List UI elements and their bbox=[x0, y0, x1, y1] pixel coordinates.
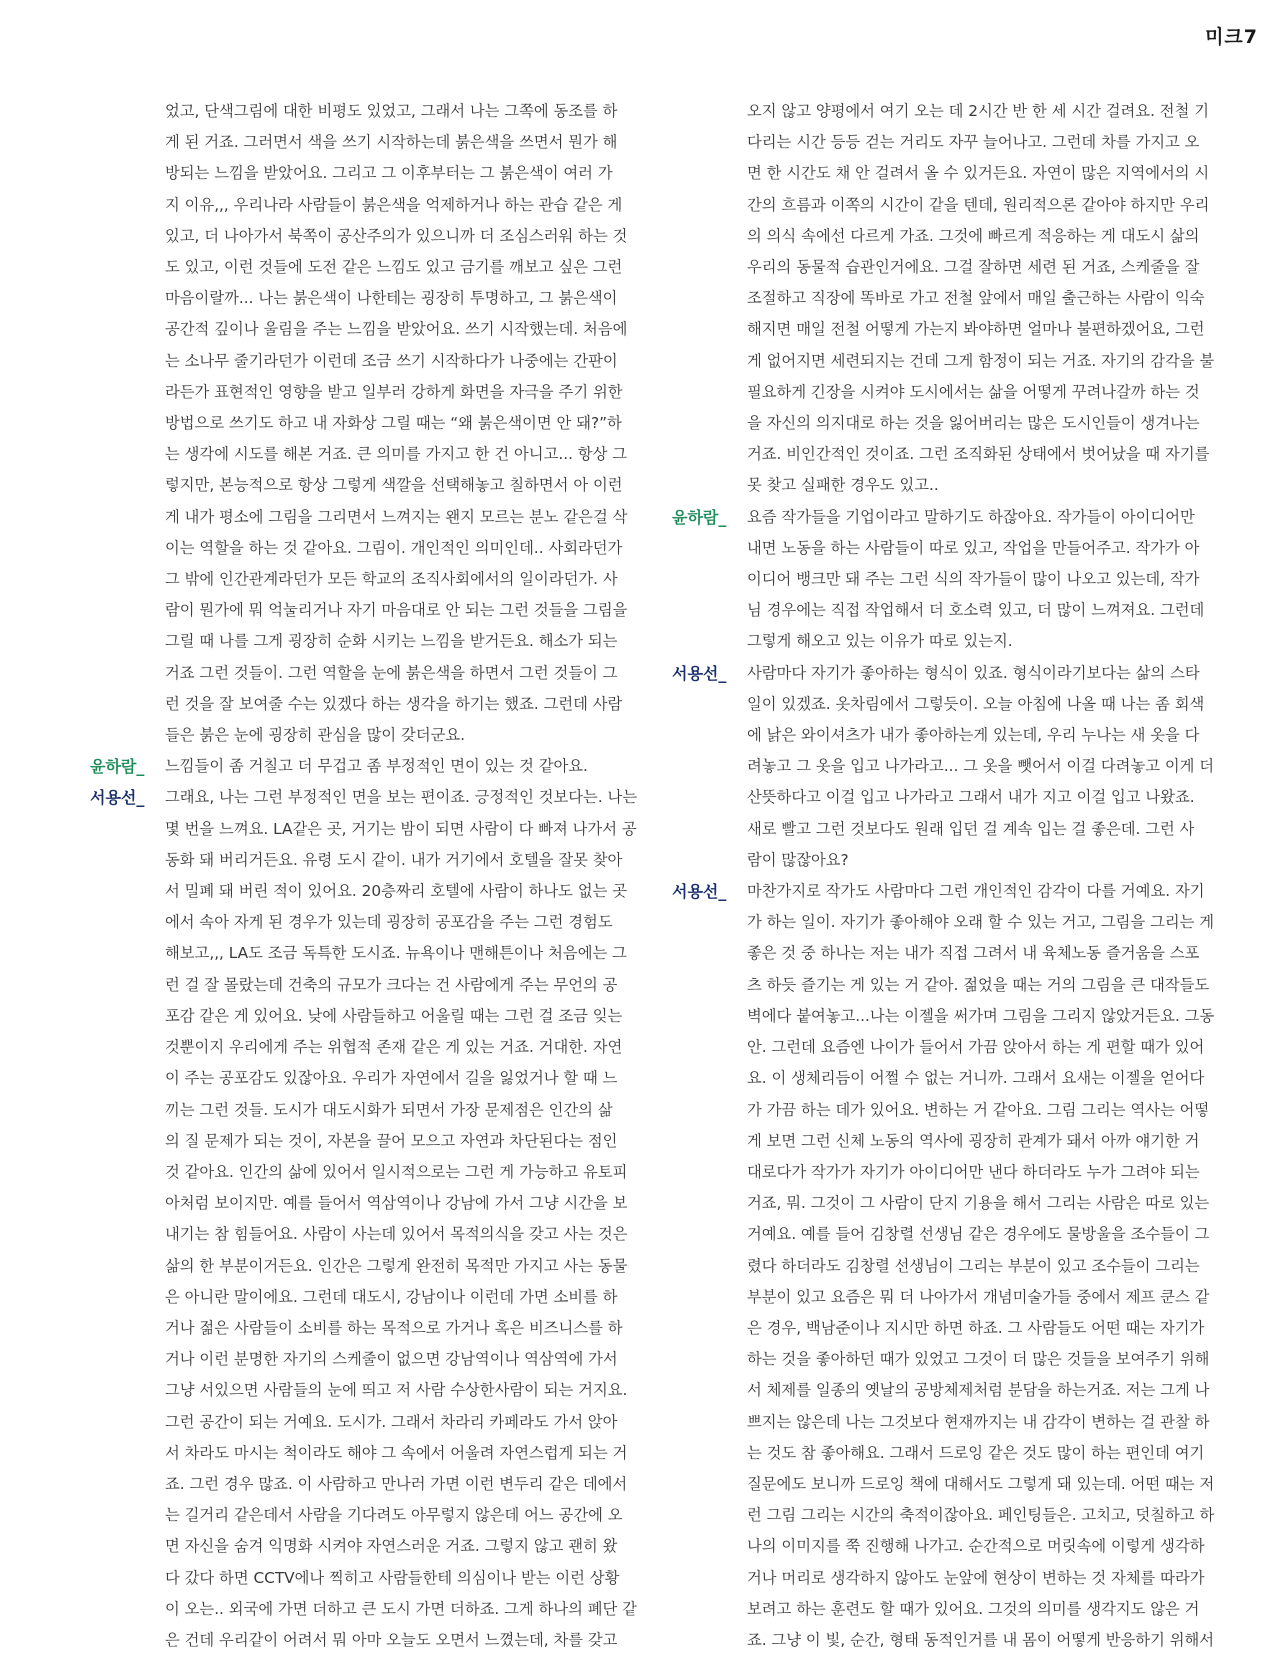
text-line: 요즘 작가들을 기업이라고 말하기도 하잖아요. 작가들이 아이디어만 bbox=[747, 507, 1195, 526]
text-line: 거죠 그런 것들이. 그런 역할을 눈에 붉은색을 하면서 그런 것들이 그 bbox=[165, 663, 618, 682]
text-line: 그 밖에 인간관계라던가 모든 학교의 조직사회에서의 일이라던가. 사 bbox=[165, 570, 618, 589]
text-line: 그릴 때 나를 그게 굉장히 순화 시키는 느낌을 받거든요. 해소가 되는 bbox=[165, 632, 618, 651]
text-line: 우리의 동물적 습관인거에요. 그걸 잘하면 세련 된 거죠, 스케줄을 잘 bbox=[747, 258, 1200, 277]
text-line: 안. 그런데 요즘엔 나이가 들어서 가끔 앉아서 하는 게 편할 때가 있어 bbox=[747, 1038, 1205, 1057]
speaker-label: 윤하람_ bbox=[90, 757, 145, 777]
text-line: 런 것을 잘 보여줄 수는 있겠다 하는 생각을 하기는 했죠. 그런데 사람 bbox=[165, 694, 623, 713]
speaker-label: 서용선_ bbox=[672, 882, 727, 902]
text-line: 아처럼 보이지만. 예를 들어서 역삼역이나 강남에 가서 그냥 시간을 보 bbox=[165, 1194, 628, 1213]
text-line: 라든가 표현적인 영향을 받고 일부러 강하게 화면을 자극을 주기 위한 bbox=[165, 382, 623, 401]
text-line: 에 낡은 와이셔츠가 내가 좋아하는게 있는데, 우리 누나는 새 옷을 다 bbox=[747, 726, 1200, 745]
text-line: 의 의식 속에선 다르게 가죠. 그것에 빠르게 적응하는 게 대도시 삶의 bbox=[747, 226, 1200, 245]
text-line: 벽에다 붙여놓고...나는 이젤을 써가며 그림을 그리지 않았거든요. 그동 bbox=[747, 1006, 1215, 1025]
text-line: 은 아니란 말이에요. 그런데 대도시, 강남이나 이런데 가면 소비를 하 bbox=[165, 1287, 618, 1306]
text-line: 필요하게 긴장을 시켜야 도시에서는 삶을 어떻게 꾸려나갈까 하는 것 bbox=[747, 382, 1200, 401]
right-column bbox=[672, 96, 1227, 1656]
text-line: 포감 같은 게 있어요. 낮에 사람들하고 어울릴 때는 그런 걸 조금 잊는 bbox=[165, 1006, 623, 1025]
text-line: 서 차라도 마시는 척이라도 해야 그 속에서 어울려 자연스럽게 되는 거 bbox=[165, 1443, 628, 1462]
text-line: 이디어 뱅크만 돼 주는 그런 식의 작가들이 많이 나오고 있는데, 작가 bbox=[747, 570, 1200, 589]
paragraph bbox=[90, 782, 645, 1656]
paragraph bbox=[90, 96, 645, 751]
text-line: 님 경우에는 직접 작업해서 더 호소력 있고, 더 많이 느껴져요. 그런데 bbox=[747, 601, 1205, 620]
text-line: 람이 많잖아요? bbox=[747, 850, 849, 869]
text-line: 하는 것을 좋아하던 때가 있었고 그것이 더 많은 것들을 보여주기 위해 bbox=[747, 1350, 1210, 1369]
text-line: 부분이 있고 요즘은 뭐 더 나아가서 개념미술가들 중에서 제프 쿤스 같 bbox=[747, 1287, 1210, 1306]
text-line: 이 주는 공포감도 있잖아요. 우리가 자연에서 길을 잃었거나 할 때 느 bbox=[165, 1069, 618, 1088]
text-line: 못 찾고 실패한 경우도 있고.. bbox=[747, 476, 939, 495]
text-line: 삶의 한 부분이거든요. 인간은 그렇게 완전히 목적만 가지고 사는 동물 bbox=[165, 1256, 628, 1275]
text-line: 에서 속아 자게 된 경우가 있는데 굉장히 공포감을 주는 그런 경험도 bbox=[165, 913, 613, 932]
text-line: 는 것도 참 좋아해요. 그래서 드로잉 같은 것도 많이 하는 편인데 여기 bbox=[747, 1443, 1205, 1462]
text-line: 대로다가 작가가 자기가 아이디어만 낸다 하더라도 누가 그려야 되는 bbox=[747, 1162, 1200, 1181]
text-line: 도 있고, 이런 것들에 도전 같은 느낌도 있고 금기를 깨보고 싶은 그런 bbox=[165, 258, 623, 277]
text-line: 츠 하듯 즐기는 게 있는 거 같아. 젊었을 때는 거의 그림을 큰 대작들도 bbox=[747, 975, 1210, 994]
text-line: 가 하는 일이. 자기가 좋아해야 오래 할 수 있는 거고, 그림을 그리는 게 bbox=[747, 913, 1215, 932]
text-line: 산뜻하다고 이걸 입고 나가라고 그래서 내가 지고 이걸 입고 나왔죠. bbox=[747, 788, 1195, 807]
text-line: 게 보면 그런 신체 노동의 역사에 굉장히 관계가 돼서 아까 얘기한 거 bbox=[747, 1131, 1200, 1150]
text-line: 은 건데 우리같이 어려서 뭐 아마 오늘도 오면서 느꼈는데, 차를 갖고 bbox=[165, 1630, 618, 1649]
text-line: 그래요, 나는 그런 부정적인 면을 보는 편이죠. 긍정적인 것보다는. 나는 bbox=[165, 788, 638, 807]
text-line: 지 이유,,, 우리나라 사람들이 붉은색을 억제하거나 하는 관습 같은 게 bbox=[165, 195, 623, 214]
text-line: 거죠. 비인간적인 것이죠. 그런 조직화된 상태에서 벗어났을 때 자기를 bbox=[747, 445, 1210, 464]
text-line: 었고, 단색그림에 대한 비평도 있었고, 그래서 나는 그쪽에 동조를 하 bbox=[165, 102, 618, 120]
text-line: 마음이랄까... 나는 붉은색이 나한테는 굉장히 투명하고, 그 붉은색이 bbox=[165, 289, 618, 308]
text-line: 몇 번을 느껴요. LA같은 곳, 거기는 밤이 되면 사람이 다 빠져 나가서 공 bbox=[165, 819, 637, 838]
text-line: 거나 젊은 사람들이 소비를 하는 목적으로 가거나 혹은 비즈니스를 하 bbox=[165, 1318, 623, 1337]
text-line: 방되는 느낌을 받았어요. 그리고 그 이후부터는 그 붉은색이 여러 가 bbox=[165, 164, 613, 183]
text-line: 끼는 그런 것들. 도시가 대도시화가 되면서 가장 문제점은 인간의 삶 bbox=[165, 1100, 613, 1119]
text-line: 는 소나무 줄기라던가 이런데 조금 쓰기 시작하다가 나중에는 간판이 bbox=[165, 351, 618, 370]
text-line: 이 오는.. 외국에 가면 더하고 큰 도시 가면 더하죠. 그게 하나의 폐단 같 bbox=[165, 1599, 637, 1618]
speaker-label: 서용선_ bbox=[672, 663, 727, 683]
paragraph bbox=[672, 502, 1227, 658]
text-line: 는 길거리 같은데서 사람을 기다려도 아무렇지 않은데 어느 공간에 오 bbox=[165, 1506, 623, 1525]
text-line: 다 갔다 하면 CCTV에나 찍히고 사람들한테 의심이나 받는 이런 상황 bbox=[165, 1568, 620, 1587]
magazine-logo: 미크7 bbox=[1205, 26, 1258, 48]
text-line: 내면 노동을 하는 사람들이 따로 있고, 작업을 만들어주고. 작가가 아 bbox=[747, 538, 1200, 557]
text-line: 게 된 거죠. 그러면서 색을 쓰기 시작하는데 붉은색을 쓰면서 뭔가 해 bbox=[165, 133, 618, 152]
text-line: 그런 공간이 되는 거예요. 도시가. 그래서 차라리 카페라도 가서 앉아 bbox=[165, 1412, 618, 1431]
text-line: 마찬가지로 작가도 사람마다 그런 개인적인 감각이 다를 거예요. 자기 bbox=[747, 882, 1205, 901]
text-line: 해지면 매일 전철 어떻게 가는지 봐야하면 얼마나 불편하겠어요, 그런 bbox=[747, 320, 1205, 339]
text-line: 쁘지는 않은데 나는 그것보다 현재까지는 내 감각이 변하는 걸 관찰 하 bbox=[747, 1412, 1210, 1431]
text-line: 면 자신을 숨겨 익명화 시켜야 자연스러운 거죠. 그렇지 않고 괜히 왔 bbox=[165, 1537, 618, 1556]
text-line: 서 밀폐 돼 버린 적이 있어요. 20층짜리 호텔에 사람이 하나도 없는 곳 bbox=[165, 882, 628, 901]
text-line: 거죠, 뭐. 그것이 그 사람이 단지 기용을 해서 그리는 사람은 따로 있는 bbox=[747, 1194, 1210, 1213]
text-line: 나의 이미지를 쭉 진행해 나가고. 순간적으로 머릿속에 이렇게 생각하 bbox=[747, 1537, 1205, 1556]
text-line: 동화 돼 버리거든요. 유령 도시 같이. 내가 거기에서 호텔을 잘못 찾아 bbox=[165, 850, 623, 869]
text-line: 의 질 문제가 되는 것이, 자본을 끌어 모으고 자연과 차단된다는 점인 bbox=[165, 1131, 618, 1150]
text-line: 런 그림 그리는 시간의 축적이잖아요. 페인팅들은. 고치고, 덧칠하고 하 bbox=[747, 1506, 1215, 1525]
text-line: 있고, 더 나아가서 북쪽이 공산주의가 있으니까 더 조심스러워 하는 것 bbox=[165, 226, 628, 245]
text-line: 사람마다 자기가 좋아하는 형식이 있죠. 형식이라기보다는 삶의 스타 bbox=[747, 663, 1200, 682]
text-line: 면 한 시간도 채 안 걸려서 올 수 있거든요. 자연이 많은 지역에서의 시 bbox=[747, 164, 1210, 183]
text-line: 그렇게 해오고 있는 이유가 따로 있는지. bbox=[747, 632, 1013, 651]
text-line: 을 자신의 의지대로 하는 것을 잃어버리는 많은 도시인들이 생겨나는 bbox=[747, 414, 1200, 433]
text-line: 질문에도 보니까 드로잉 책에 대해서도 그렇게 돼 있는데. 어떤 때는 저 bbox=[747, 1474, 1215, 1493]
text-line: 렇지만, 본능적으로 항상 그렇게 색깔을 선택해놓고 칠하면서 아 이런 bbox=[165, 476, 623, 495]
text-line: 해보고,,, LA도 조금 독특한 도시죠. 뉴욕이나 맨해튼이나 처음에는 그 bbox=[165, 944, 627, 963]
text-line: 일이 있겠죠. 옷차림에서 그렇듯이. 오늘 아침에 나올 때 나는 좀 회색 bbox=[747, 694, 1205, 713]
text-line: 내기는 참 힘들어요. 사람이 사는데 있어서 목적의식을 갖고 사는 것은 bbox=[165, 1225, 628, 1244]
text-line: 간의 흐름과 이쪽의 시간이 같을 텐데, 원리적으론 같아야 하지만 우리 bbox=[747, 195, 1210, 214]
text-line: 좋은 것 중 하나는 저는 내가 직접 그려서 내 육체노동 즐거움을 스포 bbox=[747, 944, 1200, 963]
text-line: 게 내가 평소에 그림을 그리면서 느껴지는 왠지 모르는 분노 같은걸 삭 bbox=[165, 507, 628, 526]
text-line: 것뿐이지 우리에게 주는 위협적 존재 같은 게 있는 거죠. 거대한. 자연 bbox=[165, 1038, 623, 1057]
speaker-label: 서용선_ bbox=[90, 788, 145, 808]
text-line: 게 없어지면 세련되지는 건데 그게 함정이 되는 거죠. 자기의 감각을 불 bbox=[747, 351, 1215, 370]
text-line: 람이 뭔가에 뭐 억눌리거나 자기 마음대로 안 되는 그런 것들을 그림을 bbox=[165, 601, 628, 620]
text-line: 것 같아요. 인간의 삶에 있어서 일시적으로는 그런 게 가능하고 유토피 bbox=[165, 1162, 628, 1181]
text-line: 공간적 깊이나 울림을 주는 느낌을 받았어요. 쓰기 시작했는데. 처음에 bbox=[165, 320, 628, 339]
text-line: 이는 역할을 하는 것 같아요. 그림이. 개인적인 의미인데.. 사회라던가 bbox=[165, 538, 623, 557]
text-line: 거예요. 예를 들어 김창렬 선생님 같은 경우에도 물방울을 조수들이 그 bbox=[747, 1225, 1210, 1244]
text-line: 가 가끔 하는 데가 있어요. 변하는 거 같아요. 그림 그리는 역사는 어떻 bbox=[747, 1100, 1210, 1119]
left-column bbox=[90, 96, 645, 1656]
paragraph bbox=[672, 96, 1227, 502]
text-line: 런 걸 잘 몰랐는데 건축의 규모가 크다는 건 사람에게 주는 무언의 공 bbox=[165, 975, 618, 994]
text-line: 보려고 하는 훈련도 할 때가 있어요. 그것의 의미를 생각지도 않은 거 bbox=[747, 1599, 1200, 1618]
text-line: 오지 않고 양평에서 여기 오는 데 2시간 반 한 세 시간 걸려요. 전철 기 bbox=[747, 102, 1210, 120]
text-line: 들은 붉은 눈에 굉장히 관심을 많이 갖더군요. bbox=[165, 726, 466, 745]
text-line: 조절하고 직장에 똑바로 가고 전철 앞에서 매일 출근하는 사람이 익숙 bbox=[747, 289, 1205, 308]
text-line: 거나 이런 분명한 자기의 스케줄이 없으면 강남역이나 역삼역에 가서 bbox=[165, 1350, 618, 1369]
text-line: 죠. 그냥 이 빛, 순간, 형태 동적인거를 내 몸이 어떻게 반응하기 위해서 bbox=[747, 1630, 1215, 1649]
text-line: 느낌들이 좀 거칠고 더 무겁고 좀 부정적인 면이 있는 것 같아요. bbox=[165, 757, 588, 776]
text-line: 다리는 시간 등등 걷는 거리도 자꾸 늘어나고. 그런데 차를 가지고 오 bbox=[747, 133, 1200, 152]
text-line: 서 체제를 일종의 옛날의 공방체제처럼 분담을 하는거죠. 저는 그게 나 bbox=[747, 1381, 1210, 1400]
text-line: 거나 머리로 생각하지 않아도 눈앞에 현상이 변하는 것 자체를 따라가 bbox=[747, 1568, 1205, 1587]
text-line: 죠. 그런 경우 많죠. 이 사람하고 만나러 가면 이런 변두리 같은 데에서 bbox=[165, 1474, 628, 1493]
text-line: 는 생각에 시도를 해본 거죠. 큰 의미를 가지고 한 건 아니고... 항상 그 bbox=[165, 445, 627, 464]
text-line: 은 경우, 백남준이나 지시만 하면 하죠. 그 사람들도 어떤 때는 자기가 bbox=[747, 1318, 1205, 1337]
text-line: 려놓고 그 옷을 입고 나가라고... 그 옷을 뺏어서 이걸 다려놓고 이게 더 bbox=[747, 757, 1215, 776]
paragraph bbox=[672, 658, 1227, 876]
paragraph bbox=[672, 876, 1227, 1656]
text-line: 그냥 서있으면 사람들의 눈에 띄고 저 사람 수상한사람이 되는 거지요. bbox=[165, 1381, 628, 1400]
text-line: 요. 이 생체리듬이 어쩔 수 없는 거니까. 그래서 요새는 이젤을 얻어다 bbox=[747, 1069, 1205, 1088]
paragraph bbox=[90, 751, 645, 782]
text-line: 렸다 하더라도 김창렬 선생님이 그리는 부분이 있고 조수들이 그리는 bbox=[747, 1256, 1200, 1275]
speaker-label: 윤하람_ bbox=[672, 507, 727, 527]
text-line: 방법으로 쓰기도 하고 내 자화상 그릴 때는 “왜 붉은색이면 안 돼?”하 bbox=[165, 414, 622, 433]
text-line: 새로 빨고 그런 것보다도 원래 입던 걸 계속 입는 걸 좋은데. 그런 사 bbox=[747, 819, 1195, 838]
